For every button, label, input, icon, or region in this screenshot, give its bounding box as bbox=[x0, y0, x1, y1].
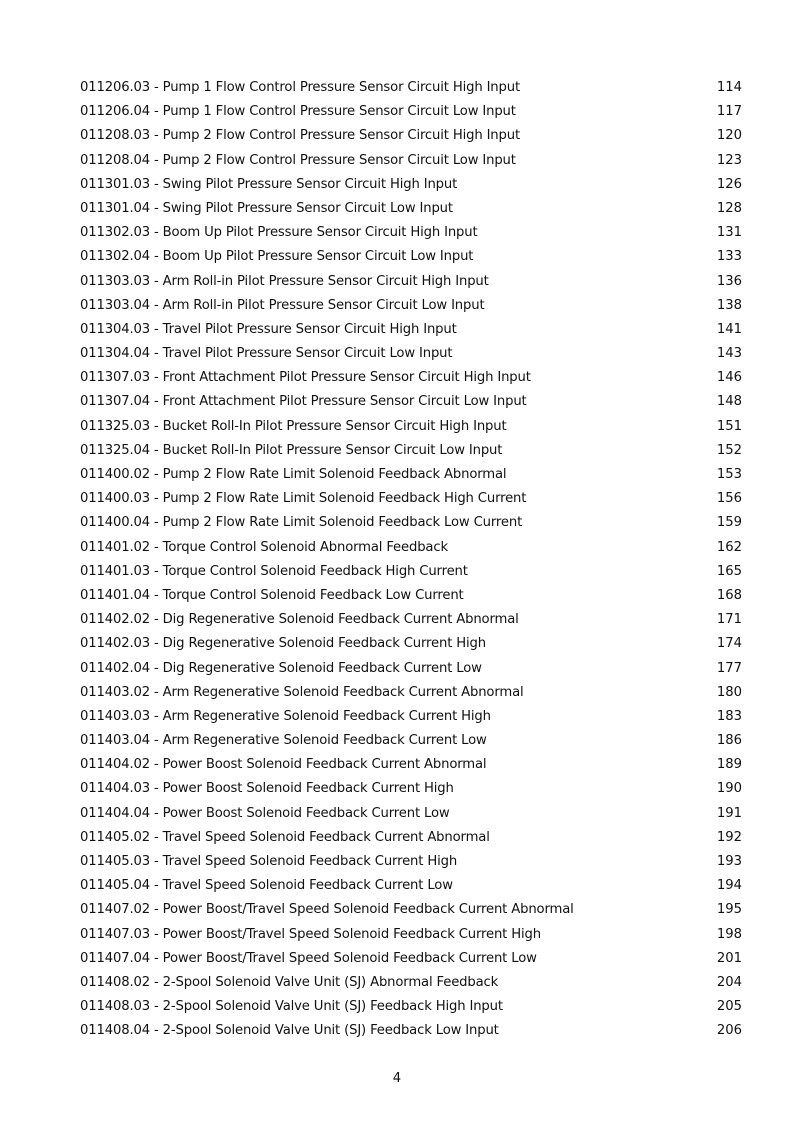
toc-entry[interactable] bbox=[80, 197, 742, 221]
page-number: 4 bbox=[392, 1071, 402, 1086]
toc-entry[interactable] bbox=[80, 439, 742, 463]
toc-entry-title: 011304.03 - Travel Pilot Pressure Sensor Circuit High Input bbox=[80, 321, 457, 337]
toc-entry-page: 162 bbox=[716, 539, 742, 555]
toc-entry-page: 138 bbox=[716, 297, 742, 313]
toc-entry-page: 156 bbox=[716, 491, 742, 507]
toc-entry[interactable] bbox=[80, 681, 742, 705]
toc-entry-page: 191 bbox=[716, 805, 742, 821]
toc-entry-title: 011408.03 - 2-Spool Solenoid Valve Unit (SJ) Feedback High Input bbox=[80, 999, 503, 1015]
toc-entry-title: 011400.03 - Pump 2 Flow Rate Limit Solenoid Feedback High Current bbox=[80, 491, 527, 507]
toc-entry-page: 201 bbox=[716, 950, 742, 966]
toc-entry[interactable] bbox=[80, 705, 742, 729]
toc-entry-title: 011400.04 - Pump 2 Flow Rate Limit Solenoid Feedback Low Current bbox=[80, 515, 523, 531]
toc-entry-title: 011401.02 - Torque Control Solenoid Abnormal Feedback bbox=[80, 539, 448, 555]
toc-entry-title: 011401.04 - Torque Control Solenoid Feedback Low Current bbox=[80, 587, 464, 603]
toc-entry[interactable] bbox=[80, 971, 742, 995]
toc-entry[interactable] bbox=[80, 270, 742, 294]
toc-entry-title: 011402.04 - Dig Regenerative Solenoid Feedback Current Low bbox=[80, 660, 482, 676]
toc-entry[interactable] bbox=[80, 173, 742, 197]
toc-entry[interactable] bbox=[80, 584, 742, 608]
toc-entry-page: 204 bbox=[716, 974, 742, 990]
toc-entry-page: 141 bbox=[716, 321, 742, 337]
toc-entry-title: 011303.03 - Arm Roll-in Pilot Pressure Sensor Circuit High Input bbox=[80, 273, 489, 289]
toc-entry[interactable] bbox=[80, 390, 742, 414]
toc-entry-title: 011208.04 - Pump 2 Flow Control Pressure Sensor Circuit Low Input bbox=[80, 152, 516, 168]
toc-entry-page: 189 bbox=[716, 757, 742, 773]
toc-entry-page: 193 bbox=[716, 854, 742, 869]
toc-entry-page: 195 bbox=[716, 902, 742, 918]
toc-entry[interactable] bbox=[80, 826, 742, 850]
toc-entry-title: 011403.04 - Arm Regenerative Solenoid Feedback Current Low bbox=[80, 733, 487, 749]
toc-entry[interactable] bbox=[80, 245, 742, 269]
toc-entry[interactable] bbox=[80, 487, 742, 511]
toc-entry[interactable] bbox=[80, 777, 742, 801]
toc-entry-title: 011208.03 - Pump 2 Flow Control Pressure Sensor Circuit High Input bbox=[80, 128, 520, 144]
toc-entry-page: 194 bbox=[716, 878, 742, 894]
toc-entry[interactable] bbox=[80, 874, 742, 898]
toc-entry[interactable] bbox=[80, 947, 742, 971]
table-of-contents bbox=[80, 76, 742, 1044]
toc-entry-page: 165 bbox=[716, 563, 742, 579]
toc-entry-page: 192 bbox=[716, 829, 742, 845]
toc-entry-page: 148 bbox=[716, 394, 742, 410]
toc-entry-page: 131 bbox=[716, 225, 742, 241]
toc-entry-page: 177 bbox=[716, 660, 742, 676]
toc-entry-page: 168 bbox=[716, 587, 742, 603]
toc-entry-page: 151 bbox=[716, 418, 742, 434]
toc-entry-title: 011307.03 - Front Attachment Pilot Pressure Sensor Circuit High Input bbox=[80, 370, 531, 386]
toc-entry-title: 011206.03 - Pump 1 Flow Control Pressure Sensor Circuit High Input bbox=[80, 80, 520, 95]
toc-entry-page: 152 bbox=[716, 442, 742, 458]
toc-entry[interactable] bbox=[80, 124, 742, 148]
toc-entry-title: 011404.02 - Power Boost Solenoid Feedback Current Abnormal bbox=[80, 757, 487, 773]
toc-entry[interactable] bbox=[80, 366, 742, 390]
toc-entry-page: 153 bbox=[716, 467, 742, 482]
toc-entry[interactable] bbox=[80, 536, 742, 560]
toc-entry[interactable] bbox=[80, 415, 742, 439]
toc-entry-title: 011407.02 - Power Boost/Travel Speed Solenoid Feedback Current Abnormal bbox=[80, 902, 574, 918]
toc-entry[interactable] bbox=[80, 995, 742, 1019]
toc-entry-title: 011402.02 - Dig Regenerative Solenoid Feedback Current Abnormal bbox=[80, 612, 519, 628]
toc-entry[interactable] bbox=[80, 149, 742, 173]
toc-entry-title: 011325.03 - Bucket Roll-In Pilot Pressure Sensor Circuit High Input bbox=[80, 418, 507, 434]
toc-entry-title: 011403.03 - Arm Regenerative Solenoid Feedback Current High bbox=[80, 708, 491, 724]
toc-entry-title: 011408.04 - 2-Spool Solenoid Valve Unit (SJ) Feedback Low Input bbox=[80, 1023, 499, 1039]
toc-entry-title: 011301.04 - Swing Pilot Pressure Sensor Circuit Low Input bbox=[80, 200, 453, 216]
toc-entry-page: 159 bbox=[716, 515, 742, 531]
toc-entry[interactable] bbox=[80, 342, 742, 366]
toc-entry-page: 133 bbox=[716, 249, 742, 265]
toc-entry-title: 011400.02 - Pump 2 Flow Rate Limit Solenoid Feedback Abnormal bbox=[80, 467, 507, 482]
toc-entry-page: 174 bbox=[716, 636, 742, 652]
toc-entry-title: 011404.04 - Power Boost Solenoid Feedback Current Low bbox=[80, 805, 450, 821]
toc-entry[interactable] bbox=[80, 100, 742, 124]
toc-entry-page: 143 bbox=[716, 346, 742, 362]
toc-entry[interactable] bbox=[80, 294, 742, 318]
toc-entry-page: 123 bbox=[716, 152, 742, 168]
toc-entry-page: 205 bbox=[716, 999, 742, 1015]
toc-entry-page: 206 bbox=[716, 1023, 742, 1039]
toc-entry-title: 011407.04 - Power Boost/Travel Speed Solenoid Feedback Current Low bbox=[80, 950, 537, 966]
toc-entry-page: 190 bbox=[716, 781, 742, 797]
toc-entry[interactable] bbox=[80, 923, 742, 947]
toc-entry-title: 011404.03 - Power Boost Solenoid Feedback Current High bbox=[80, 781, 454, 797]
toc-entry-title: 011206.04 - Pump 1 Flow Control Pressure Sensor Circuit Low Input bbox=[80, 104, 516, 120]
toc-entry-title: 011402.03 - Dig Regenerative Solenoid Feedback Current High bbox=[80, 636, 486, 652]
toc-entry[interactable] bbox=[80, 318, 742, 342]
toc-entry[interactable] bbox=[80, 657, 742, 681]
toc-entry-title: 011325.04 - Bucket Roll-In Pilot Pressure Sensor Circuit Low Input bbox=[80, 442, 503, 458]
toc-entry-title: 011303.04 - Arm Roll-in Pilot Pressure Sensor Circuit Low Input bbox=[80, 297, 485, 313]
toc-entry-page: 126 bbox=[716, 176, 742, 192]
toc-entry-page: 198 bbox=[716, 926, 742, 942]
toc-entry[interactable] bbox=[80, 753, 742, 777]
toc-entry-title: 011307.04 - Front Attachment Pilot Pressure Sensor Circuit Low Input bbox=[80, 394, 527, 410]
toc-entry[interactable] bbox=[80, 221, 742, 245]
toc-entry[interactable] bbox=[80, 608, 742, 632]
toc-entry-title: 011405.03 - Travel Speed Solenoid Feedback Current High bbox=[80, 854, 458, 869]
toc-entry-title: 011302.03 - Boom Up Pilot Pressure Sensor Circuit High Input bbox=[80, 225, 478, 241]
toc-entry[interactable] bbox=[80, 729, 742, 753]
toc-entry[interactable] bbox=[80, 850, 742, 874]
toc-entry[interactable] bbox=[80, 632, 742, 656]
toc-entry[interactable] bbox=[80, 463, 742, 487]
toc-entry-page: 186 bbox=[716, 733, 742, 749]
toc-entry-page: 171 bbox=[716, 612, 742, 628]
toc-entry-title: 011408.02 - 2-Spool Solenoid Valve Unit (SJ) Abnormal Feedback bbox=[80, 974, 499, 990]
toc-entry-title: 011302.04 - Boom Up Pilot Pressure Sensor Circuit Low Input bbox=[80, 249, 474, 265]
toc-entry-title: 011301.03 - Swing Pilot Pressure Sensor Circuit High Input bbox=[80, 176, 458, 192]
toc-entry[interactable] bbox=[80, 560, 742, 584]
toc-entry[interactable] bbox=[80, 802, 742, 826]
toc-entry-title: 011304.04 - Travel Pilot Pressure Sensor Circuit Low Input bbox=[80, 346, 453, 362]
toc-entry[interactable] bbox=[80, 1019, 742, 1043]
toc-entry-title: 011403.02 - Arm Regenerative Solenoid Feedback Current Abnormal bbox=[80, 684, 524, 700]
toc-entry-page: 128 bbox=[716, 200, 742, 216]
toc-entry-page: 183 bbox=[716, 708, 742, 724]
toc-entry-title: 011405.04 - Travel Speed Solenoid Feedback Current Low bbox=[80, 878, 453, 894]
toc-entry-title: 011405.02 - Travel Speed Solenoid Feedback Current Abnormal bbox=[80, 829, 490, 845]
toc-entry[interactable] bbox=[80, 76, 742, 100]
toc-entry[interactable] bbox=[80, 511, 742, 535]
toc-entry-page: 136 bbox=[716, 273, 742, 289]
toc-entry-title: 011407.03 - Power Boost/Travel Speed Solenoid Feedback Current High bbox=[80, 926, 541, 942]
toc-entry[interactable] bbox=[80, 898, 742, 922]
toc-entry-page: 114 bbox=[716, 80, 742, 95]
toc-entry-page: 146 bbox=[716, 370, 742, 386]
toc-entry-page: 120 bbox=[716, 128, 742, 144]
toc-entry-page: 117 bbox=[716, 104, 742, 120]
toc-entry-title: 011401.03 - Torque Control Solenoid Feedback High Current bbox=[80, 563, 468, 579]
toc-entry-page: 180 bbox=[716, 684, 742, 700]
